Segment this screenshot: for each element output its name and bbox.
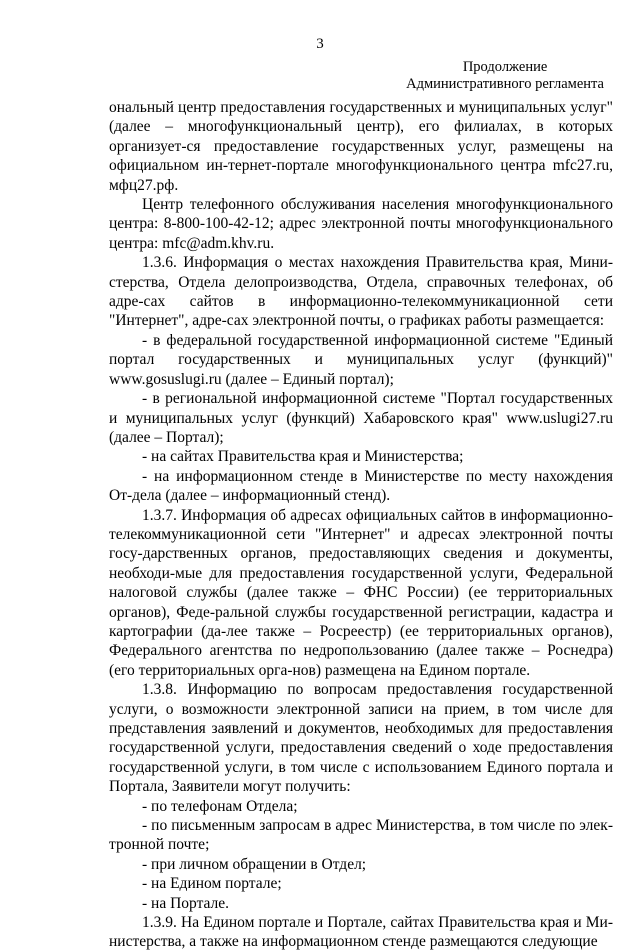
continuation-header	[406, 59, 604, 93]
paragraph-mfc-branches: ональный центр предоставления государственных и муниципальных услуг" (далее – многофункциональный центр), его филиалах, в которых организует-ся предоставление государственных услуг, размещены на официальном ин-тернет-портале многофункционального центра mfc27.ru, мфц27.рф.	[109, 99, 613, 194]
list-item-portal: - на Портале.	[142, 894, 230, 912]
list-item-regional-portal: - в региональной информационной системе "Портал государственных и муниципальных услуг (функций) Хабаровского края" www.uslugi27.ru (далее – Портал);	[109, 390, 613, 446]
list-item-phone: - по телефонам Отдела;	[142, 797, 298, 815]
list-item-written-requests: - по письменным запросам в адрес Министерства, в том числе по элек-тронной почте;	[109, 817, 613, 854]
paragraph-1-3-9: 1.3.9. На Едином портале и Портале, сайтах Правительства края и Ми-нистерства, а также на информационном стенде размещаются следующие	[109, 914, 613, 951]
paragraph-1-3-7: 1.3.7. Информация об адресах официальных сайтов в информационно-телекоммуникационной сети "Интернет" и адресах электронной почты госу-дарственных органов, предоставляющих сведения и документы, необходи-мые для предоставления государственной услуги, Федеральной налоговой службы (далее также – ФНС России) (ее территориальных органов), Феде-ральной службы государственной регистрации, кадастра и картографии (да-лее также – Росреестр) (ее территориальных органов), Федерального агентства по недропользованию (далее также – Роснедра) (его территориальных орга-нов) размещена на Едином портале.	[109, 506, 613, 679]
document-body	[109, 98, 613, 952]
list-item-federal-portal: - в федеральной государственной информационной системе "Единый портал государственных и муниципальных услуг (функций)" www.gosuslugi.ru (далее – Единый портал);	[109, 331, 613, 388]
continuation-line-2: Административного регламента	[406, 76, 604, 92]
continuation-line-1: Продолжение	[462, 59, 548, 75]
list-item-info-stand: - на информационном стенде в Министерстве по месту нахождения От-дела (далее – информационный стенд).	[109, 467, 613, 505]
list-item-personal-visit: - при личном обращении в Отдел;	[142, 855, 367, 873]
list-item-unified-portal: - на Едином портале;	[142, 875, 282, 893]
paragraph-1-3-6: 1.3.6. Информация о местах нахождения Правительства края, Мини-стерства, Отдела делопроизводства, Отдела, справочных телефонах, об адре-сах сайтов в информационно-телекоммуникационной сети "Интернет", адре-сах электронной почты, о графиках работы размещается:	[109, 254, 613, 330]
paragraph-call-center: Центр телефонного обслуживания населения многофункционального центра: 8-800-100-42-12; адрес электронной почты многофункционального центра: mfc@adm.khv.ru.	[109, 196, 613, 252]
paragraph-1-3-8: 1.3.8. Информацию по вопросам предоставления государственной услуги, о возможности электронной записи на прием, в том числе для представления заявлений и документов, необходимых для предоставления государственной услуги, предоставления сведений о ходе предоставления государственной услуги, в том числе с использованием Единого портала и Портала, Заявители могут получить:	[109, 681, 613, 796]
list-item-government-sites: - на сайтах Правительства края и Министерства;	[142, 448, 464, 466]
page-number: 3	[316, 36, 324, 52]
